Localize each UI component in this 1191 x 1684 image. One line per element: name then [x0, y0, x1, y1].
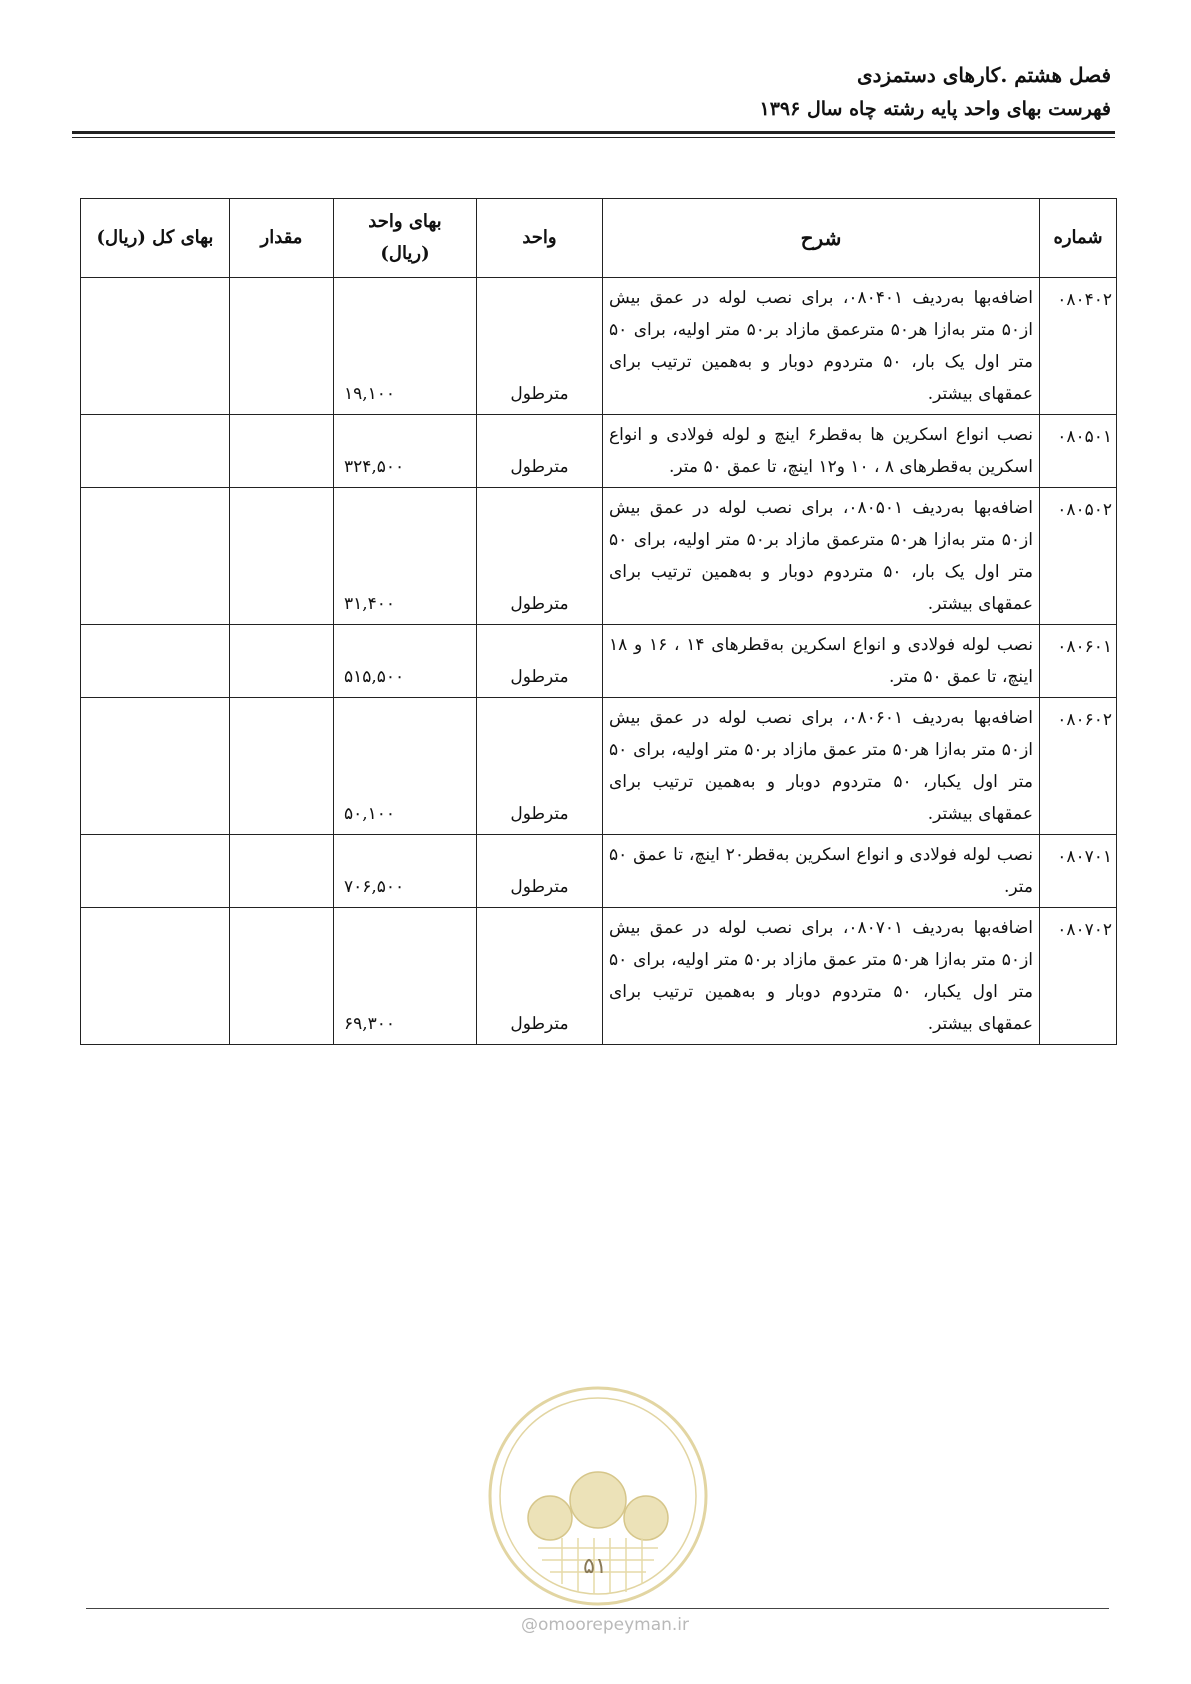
- table-header-row: [81, 199, 1117, 278]
- unit-price-header-line1: بهای واحد: [368, 211, 442, 232]
- price-table: [80, 198, 1117, 1045]
- table-row: [81, 698, 1117, 835]
- item-code: ۰۸۰۷۰۲: [1040, 908, 1117, 1045]
- item-description: اضافه‌بها به‌ردیف ۰۸۰۷۰۱، برای نصب لوله در عمق بیش از۵۰ متر به‌ازا هر۵۰ متر عمق مازاد بر۵۰ متر اولیه، برای ۵۰ متر اول یکبار، ۵۰ متردوم دوبار و به‌همین ترتیب برای عمقهای بیشتر.: [603, 908, 1040, 1045]
- column-header-unit: واحد: [477, 199, 603, 278]
- item-unit: مترطول: [477, 415, 603, 488]
- item-total-price: [81, 415, 230, 488]
- footer-rule: [86, 1608, 1109, 1609]
- item-unit: مترطول: [477, 835, 603, 908]
- item-description: نصب انواع اسکرین ها به‌قطر۶ اینچ و لوله فولادی و انواع اسکرین به‌قطرهای ۸ ، ۱۰ و۱۲ اینچ، تا عمق ۵۰ متر.: [603, 415, 1040, 488]
- item-code: ۰۸۰۴۰۲: [1040, 278, 1117, 415]
- item-total-price: [81, 488, 230, 625]
- item-unit: مترطول: [477, 625, 603, 698]
- item-code: ۰۸۰۶۰۲: [1040, 698, 1117, 835]
- item-unit-price: ۵۱۵,۵۰۰: [334, 625, 477, 698]
- item-unit-price: ۷۰۶,۵۰۰: [334, 835, 477, 908]
- item-description: نصب لوله فولادی و انواع اسکرین به‌قطر۲۰ اینچ، تا عمق ۵۰ متر.: [603, 835, 1040, 908]
- table-row: [81, 625, 1117, 698]
- item-quantity: [230, 625, 334, 698]
- column-header-code: شماره: [1040, 199, 1117, 278]
- item-description: اضافه‌بها به‌ردیف ۰۸۰۵۰۱، برای نصب لوله در عمق بیش از۵۰ متر به‌ازا هر۵۰ مترعمق مازاد بر۵۰ متر اولیه، برای ۵۰ متر اول یک بار، ۵۰ متردوم دوبار و به‌همین ترتیب برای عمقهای بیشتر.: [603, 488, 1040, 625]
- item-unit-price: ۳۱,۴۰۰: [334, 488, 477, 625]
- chapter-title: فصل هشتم .کارهای دستمزدی: [856, 63, 1111, 87]
- item-quantity: [230, 278, 334, 415]
- table-row: [81, 835, 1117, 908]
- column-header-quantity: مقدار: [230, 199, 334, 278]
- item-unit: مترطول: [477, 908, 603, 1045]
- item-total-price: [81, 835, 230, 908]
- item-description: اضافه‌بها به‌ردیف ۰۸۰۴۰۱، برای نصب لوله در عمق بیش از۵۰ متر به‌ازا هر۵۰ مترعمق مازاد بر۵۰ متر اولیه، برای ۵۰ متر اول یک بار، ۵۰ متردوم دوبار و به‌همین ترتیب برای عمقهای بیشتر.: [603, 278, 1040, 415]
- item-quantity: [230, 908, 334, 1045]
- item-unit: مترطول: [477, 278, 603, 415]
- item-total-price: [81, 698, 230, 835]
- header-rule-thin: [72, 137, 1115, 138]
- page-number: ۵۱: [583, 1554, 607, 1579]
- site-credit: @omoorepeyman.ir: [520, 1615, 690, 1635]
- item-code: ۰۸۰۶۰۱: [1040, 625, 1117, 698]
- table-row: [81, 488, 1117, 625]
- item-code: ۰۸۰۵۰۱: [1040, 415, 1117, 488]
- column-header-unit-price: [334, 199, 477, 278]
- item-quantity: [230, 698, 334, 835]
- table-row: [81, 908, 1117, 1045]
- item-description: اضافه‌بها به‌ردیف ۰۸۰۶۰۱، برای نصب لوله در عمق بیش از۵۰ متر به‌ازا هر۵۰ متر عمق مازاد بر۵۰ متر اولیه، برای ۵۰ متر اول یکبار، ۵۰ متردوم دوبار و به‌همین ترتیب برای عمقهای بیشتر.: [603, 698, 1040, 835]
- page-header: [72, 58, 1111, 126]
- item-quantity: [230, 488, 334, 625]
- column-header-description: شرح: [603, 199, 1040, 278]
- table-row: [81, 278, 1117, 415]
- item-unit-price: ۶۹,۳۰۰: [334, 908, 477, 1045]
- unit-price-header-line2: (ریال): [380, 243, 430, 264]
- item-total-price: [81, 278, 230, 415]
- header-rule-thick: [72, 131, 1115, 134]
- item-description: نصب لوله فولادی و انواع اسکرین به‌قطرهای ۱۴ ، ۱۶ و ۱۸ اینچ، تا عمق ۵۰ متر.: [603, 625, 1040, 698]
- item-code: ۰۸۰۵۰۲: [1040, 488, 1117, 625]
- item-unit: مترطول: [477, 488, 603, 625]
- item-unit-price: ۳۲۴,۵۰۰: [334, 415, 477, 488]
- item-unit-price: ۵۰,۱۰۰: [334, 698, 477, 835]
- item-total-price: [81, 908, 230, 1045]
- item-unit-price: ۱۹,۱۰۰: [334, 278, 477, 415]
- price-list-title: فهرست بهای واحد پایه رشته چاه سال ۱۳۹۶: [759, 98, 1111, 120]
- item-quantity: [230, 415, 334, 488]
- table-row: [81, 415, 1117, 488]
- item-code: ۰۸۰۷۰۱: [1040, 835, 1117, 908]
- item-unit: مترطول: [477, 698, 603, 835]
- item-quantity: [230, 835, 334, 908]
- column-header-total-price: بهای کل (ریال): [81, 199, 230, 278]
- item-total-price: [81, 625, 230, 698]
